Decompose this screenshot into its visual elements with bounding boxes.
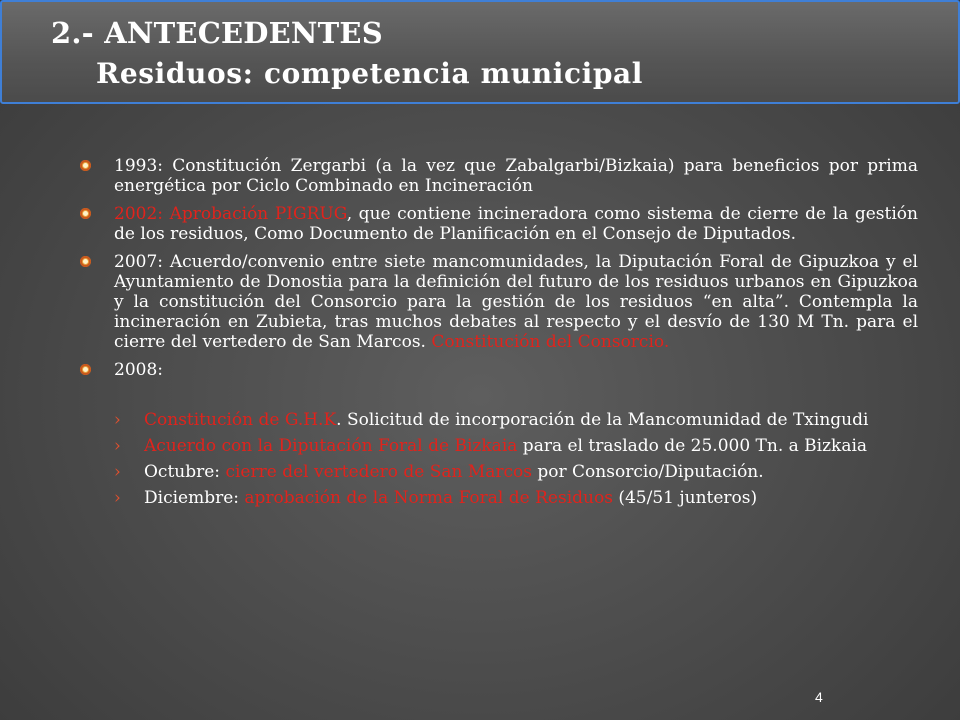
highlight-text: 2002: Aprobación PIGRUG [114, 204, 347, 224]
sub-list-item: › Octubre: cierre del vertedero de San Marcos por Consorcio/Diputación. [114, 462, 764, 482]
bullet-icon [80, 160, 91, 171]
list-item: 2008: [80, 360, 918, 380]
sub-list-item: › Constitución de G.H.K. Solicitud de incorporación de la Mancomunidad de Txingudi [114, 410, 869, 430]
bullet-icon [80, 208, 91, 219]
sub-list-item: › Acuerdo con la Diputación Foral de Bizkaia para el traslado de 25.000 Tn. a Bizkaia [114, 436, 868, 456]
highlight-text: Constitución de G.H.K [144, 410, 337, 430]
slide-subtitle: Residuos: competencia municipal [96, 57, 643, 90]
bullet-icon [80, 364, 91, 375]
slide-body [80, 156, 918, 508]
chevron-right-icon: › [114, 488, 121, 508]
chevron-right-icon: › [114, 410, 121, 430]
sub-list-item: › Diciembre: aprobación de la Norma Foral de Residuos (45/51 junteros) [114, 488, 758, 508]
chevron-right-icon: › [114, 436, 121, 456]
list-item: 2007: Acuerdo/convenio entre siete mancomunidades, la Diputación Foral de Gipuzkoa y el Ayuntamiento de Donostia para la definición del futuro de los residuos urbanos en Gipuzkoa y la constitución del Consorcio para la gestión de los residuos “en alta”. Contempla la incineración en Zubieta, tras muchos debates al respecto y el desvío de 130 M Tn. para el cierre del vertedero de San Marcos. Constitución del Consorcio. [80, 252, 918, 352]
highlight-text: aprobación de la Norma Foral de Residuos [244, 488, 613, 508]
page-number: 4 [815, 689, 823, 705]
highlight-text: Constitución del Consorcio. [431, 332, 670, 352]
highlight-text: Acuerdo con la Diputación Foral de Bizkaia [144, 436, 518, 456]
list-item: 2002: Aprobación PIGRUG, que contiene incineradora como sistema de cierre de la gestión de los residuos, Como Documento de Planificación en el Consejo de Diputados. [80, 204, 918, 244]
chevron-right-icon: › [114, 462, 121, 482]
bullet-icon [80, 256, 91, 267]
highlight-text: cierre del vertedero de San Marcos [225, 462, 532, 482]
slide-header [0, 0, 960, 104]
list-item: 1993: Constitución Zergarbi (a la vez que Zabalgarbi/Bizkaia) para beneficios por prima energética por Ciclo Combinado en Incineración [80, 156, 918, 196]
slide-title: 2.- ANTECEDENTES [51, 16, 383, 50]
